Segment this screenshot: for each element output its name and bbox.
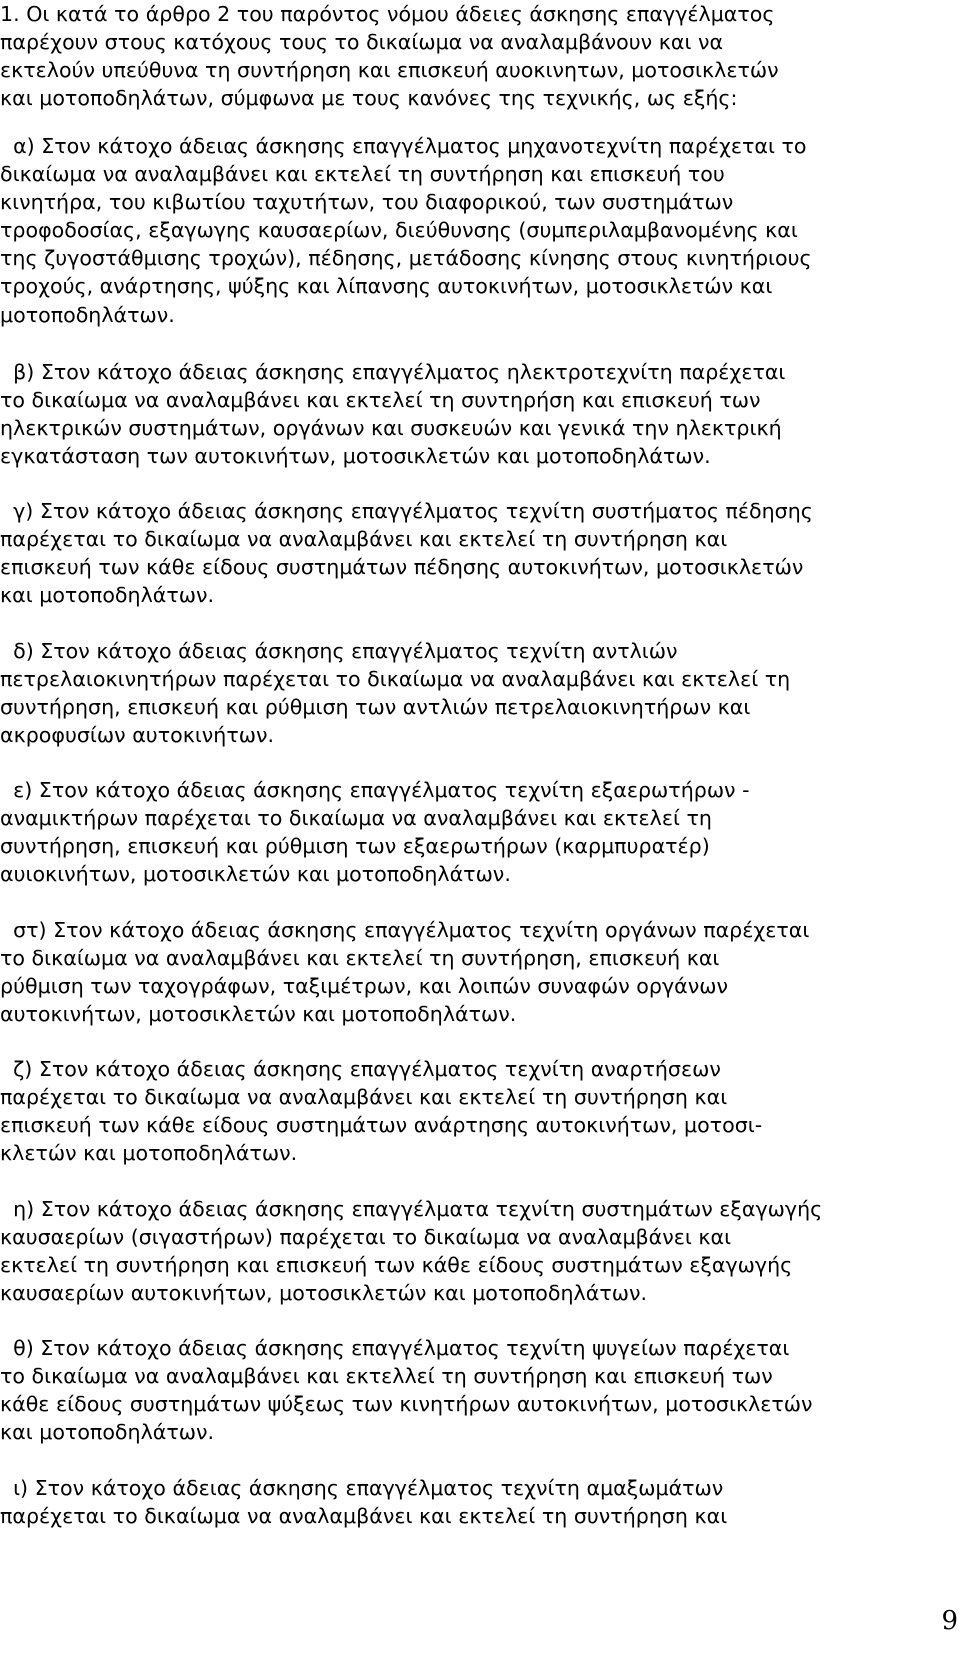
text-line: τροφοδοσίας, εξαγωγης καυσαερίων, διεύθυνσης (συμπεριλαμβανομένης και: [0, 218, 798, 243]
text-line: ρύθμιση των ταχογράφων, ταξιμέτρων, και λοιπών συναφών οργάνων: [0, 974, 728, 999]
text-line: στ) Στον κάτοχο άδειας άσκησης επαγγέλματος τεχνίτη οργάνων παρέχεται: [0, 918, 810, 942]
text-line: δ) Στον κάτοχο άδειας άσκησης επαγγέλματος τεχνίτη αντλιών: [0, 639, 678, 663]
paragraph-item-st: [0, 916, 809, 1028]
paragraph-item-i: [0, 1474, 727, 1530]
text-line: ζ) Στον κάτοχο άδειας άσκησης επαγγέλματος τεχνίτη αναρτήσεων: [0, 1057, 721, 1081]
text-line: 1. Οι κατά το άρθρο 2 του παρόντος νόμου άδειες άσκησης επαγγέλματος: [0, 2, 775, 26]
text-line: ακροφυσίων αυτοκινήτων.: [0, 723, 275, 748]
text-line: καυσαερίων αυτοκινήτων, μοτοσικλετών και μοτοποδηλάτων.: [0, 1281, 648, 1306]
paragraph-item-c: [0, 497, 813, 609]
paragraph-item-d: [0, 637, 790, 749]
paragraph-item-a: [0, 132, 812, 329]
paragraph-item-th: [0, 1334, 813, 1446]
text-line: πετρελαιοκινητήρων παρέχεται το δικαίωμα να αναλαμβάνει και εκτελεί τη: [0, 667, 791, 692]
paragraph-item-e: [0, 776, 750, 888]
text-line: αυιοκινήτων, μοτοσικλετών και μοτοποδηλάτων.: [0, 862, 511, 887]
text-line: θ) Στον κάτοχο άδειας άσκησης επαγγέλματος τεχνίτη ψυγείων παρέχεται: [0, 1336, 790, 1360]
text-line: η) Στον κάτοχο άδειας άσκησης επαγγέλματα τεχνίτη συστημάτων εξαγωγής: [0, 1197, 823, 1221]
text-line: τροχούς, ανάρτησης, ψύξης και λίπανσης αυτοκινήτων, μοτοσικλετών και: [0, 274, 773, 299]
paragraph-item-z: [0, 1055, 762, 1167]
text-line: δικαίωμα να αναλαμβάνει και εκτελεί τη συντήρηση και επισκευή του: [0, 162, 725, 187]
text-line: ε) Στον κάτοχο άδειας άσκησης επαγγέλματος τεχνίτη εξαερωτήρων -: [0, 778, 750, 802]
text-line: κάθε είδους συστημάτων ψύξεως των κινητήρων αυτοκινήτων, μοτοσικλετών: [0, 1392, 813, 1417]
paragraph-item-h: [0, 1195, 822, 1307]
text-line: και μοτοποδηλάτων.: [0, 1420, 215, 1445]
page-number: 9: [941, 1606, 958, 1636]
text-line: και μοτοποδηλάτων, σύμφωνα με τους κανόνες της τεχνικής, ως εξής:: [0, 86, 738, 111]
text-line: γ) Στον κάτοχο άδειας άσκησης επαγγέλματος τεχνίτη συστήματος πέδησης: [0, 499, 813, 523]
text-line: α) Στον κάτοχο άδειας άσκησης επαγγέλματος μηχανοτεχνίτη παρέχεται το: [0, 134, 807, 158]
text-line: εγκατάσταση των αυτοκινήτων, μοτοσικλετών και μοτοποδηλάτων.: [0, 444, 711, 469]
text-line: συντήρηση, επισκευή και ρύθμιση των εξαερωτήρων (καρμπυρατέρ): [0, 834, 710, 859]
text-line: κλετών και μοτοποδηλάτων.: [0, 1141, 298, 1166]
text-line: παρέχουν στους κατόχους τους το δικαίωμα να αναλαμβάνουν και να: [0, 30, 724, 55]
text-line: το δικαίωμα να αναλαμβάνει και εκτελεί τη συντηρήση και επισκευή των: [0, 388, 761, 413]
text-line: της ζυγοστάθμισης τροχών), πέδησης, μετάδοσης κίνησης στους κινητήριους: [0, 246, 812, 271]
paragraph-item-b: [0, 358, 785, 470]
text-line: εκτελεί τη συντήρηση και επισκευή των κάθε είδους συστημάτων εξαγωγής: [0, 1253, 793, 1278]
text-line: ηλεκτρικών συστημάτων, οργάνων και συσκευών και γενικά την ηλεκτρική: [0, 416, 782, 441]
text-line: επισκευή των κάθε είδους συστημάτων ανάρτησης αυτοκινήτων, μοτοσι-: [0, 1113, 763, 1138]
text-line: ι) Στον κάτοχο άδειας άσκησης επαγγέλματος τεχνίτη αμαξωμάτων: [0, 1476, 724, 1500]
text-line: παρέχεται το δικαίωμα να αναλαμβάνει και εκτελεί τη συντήρηση και: [0, 527, 728, 552]
text-line: μοτοποδηλάτων.: [0, 302, 175, 327]
text-line: αυτοκινήτων, μοτοσικλετών και μοτοποδηλάτων.: [0, 1002, 517, 1027]
text-line: συντήρηση, επισκευή και ρύθμιση των αντλιών πετρελαιοκινητήρων και: [0, 695, 751, 720]
text-line: παρέχεται το δικαίωμα να αναλαμβάνει και εκτελεί τη συντήρηση και: [0, 1085, 728, 1110]
text-line: κινητήρα, του κιβωτίου ταχυτήτων, του διαφορικού, των συστημάτων: [0, 190, 734, 215]
text-line: και μοτοποδηλάτων.: [0, 583, 215, 608]
text-line: το δικαίωμα να αναλαμβάνει και εκτελλεί τη συντήρηση και επισκευή των: [0, 1364, 773, 1389]
paragraph-intro: [0, 0, 779, 112]
text-line: β) Στον κάτοχο άδειας άσκησης επαγγέλματος ηλεκτροτεχνίτη παρέχεται: [0, 360, 786, 384]
text-line: αναμικτήρων παρέχεται το δικαίωμα να αναλαμβάνει και εκτελεί τη: [0, 806, 712, 831]
text-line: παρέχεται το δικαίωμα να αναλαμβάνει και εκτελεί τη συντήρηση και: [0, 1504, 728, 1529]
text-line: το δικαίωμα να αναλαμβάνει και εκτελεί τη συντήρηση, επισκευή και: [0, 946, 720, 971]
text-line: επισκευή των κάθε είδους συστημάτων πέδησης αυτοκινήτων, μοτοσικλετών: [0, 555, 804, 580]
text-line: καυσαερίων (σιγαστήρων) παρέχεται το δικαίωμα να αναλαμβάνει και: [0, 1225, 732, 1250]
text-line: εκτελούν υπεύθυνα τη συντήρηση και επισκευή αυοκινητων, μοτοσικλετών: [0, 58, 779, 83]
